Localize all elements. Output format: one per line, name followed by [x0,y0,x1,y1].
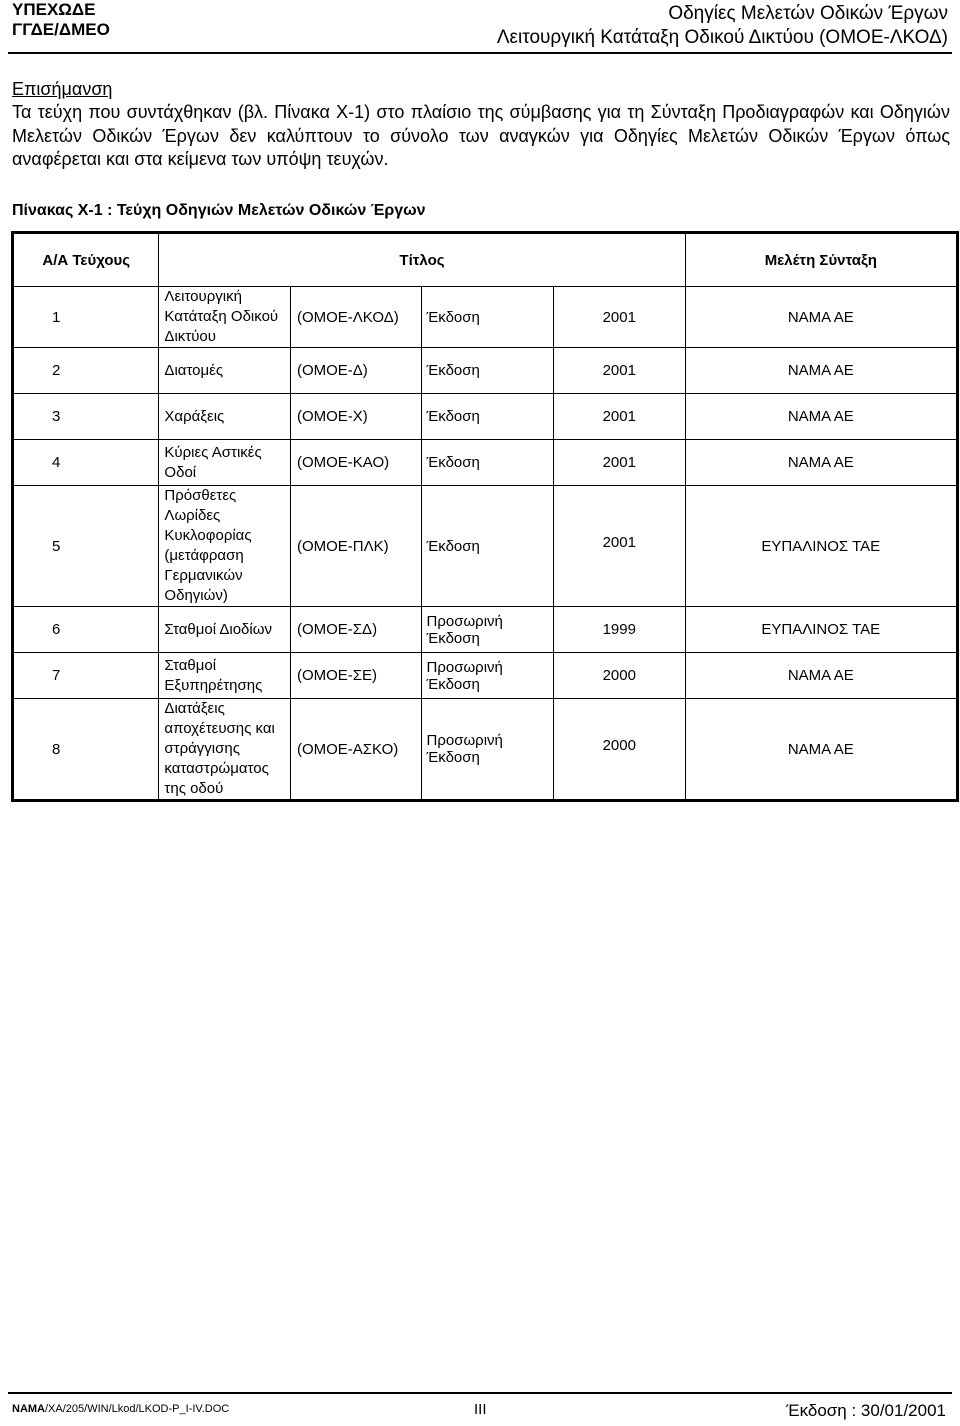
row-year: 2001 [554,287,686,348]
row-no: 3 [13,394,159,440]
footer-divider [8,1392,952,1394]
row-year: 2001 [554,486,686,607]
row-no: 7 [13,653,159,699]
row-title: Χαράξεις [159,394,291,440]
row-author: ΝΑΜΑ ΑΕ [685,653,957,699]
row-no: 5 [13,486,159,607]
row-edition: Προσωρινή Έκδοση [422,607,554,653]
header-organization [12,0,110,40]
row-no: 2 [13,348,159,394]
row-code: (ΟΜΟΕ-ΛΚΟΔ) [290,287,422,348]
row-edition: Έκδοση [422,486,554,607]
row-year: 2001 [554,394,686,440]
row-year: 2000 [554,653,686,699]
row-edition: Προσωρινή Έκδοση [422,699,554,801]
footer-file-rest: /ΧΑ/205/WIN/Lkod/LKOD-P_I-IV.DOC [45,1403,230,1415]
note-body: Τα τεύχη που συντάχθηκαν (βλ. Πίνακα Χ-1) στο πλαίσιο της σύμβασης για τη Σύνταξη Προδιαγραφών και Οδηγιών Μελετών Οδικών Έργων δεν καλύπτουν το σύνολο των αναγκών για Οδηγίες Μελετών Οδικών Έργων όπως αναφέρεται και στα κείμενα των υπόψη τευχών. [12,102,950,169]
row-edition: Έκδοση [422,440,554,486]
table-row [13,394,958,440]
row-no: 4 [13,440,159,486]
publications-table [11,231,959,802]
org-line-2: ΓΓΔΕ/ΔΜΕΟ [12,20,110,39]
header-document-title [497,2,948,50]
header-no: Α/Α Τεύχους [13,233,159,287]
row-no: 8 [13,699,159,801]
header-title: Τίτλος [159,233,685,287]
header-author: Μελέτη Σύνταξη [685,233,957,287]
row-code: (ΟΜΟΕ-ΣΕ) [290,653,422,699]
table-row [13,440,958,486]
row-edition: Έκδοση [422,394,554,440]
row-author: ΝΑΜΑ ΑΕ [685,348,957,394]
doc-subtitle: Λειτουργική Κατάταξη Οδικού Δικτύου (ΟΜΟΕ-ΛΚΟΔ) [496,27,948,48]
table-row [13,653,958,699]
row-code: (ΟΜΟΕ-Χ) [290,394,422,440]
row-code: (ΟΜΟΕ-ΑΣΚΟ) [290,699,422,801]
row-code: (ΟΜΟΕ-Δ) [290,348,422,394]
header-divider [8,52,952,54]
row-author: ΝΑΜΑ ΑΕ [685,699,957,801]
row-edition: Προσωρινή Έκδοση [422,653,554,699]
row-code: (ΟΜΟΕ-ΠΛΚ) [290,486,422,607]
row-year: 2001 [554,348,686,394]
row-title: Σταθμοί Εξυπηρέτησης [159,653,291,699]
row-author: ΕΥΠΑΛΙΝΟΣ ΤΑΕ [685,607,957,653]
row-year: 2001 [554,440,686,486]
row-title: Πρόσθετες Λωρίδες Κυκλοφορίας (μετάφραση Γερμανικών Οδηγιών) [159,486,291,607]
footer-file-path [12,1403,229,1415]
row-title: Διατάξεις αποχέτευσης και στράγγισης καταστρώματος της οδού [159,699,291,801]
row-author: ΝΑΜΑ ΑΕ [685,440,957,486]
row-edition: Έκδοση [422,348,554,394]
row-author: ΝΑΜΑ ΑΕ [685,394,957,440]
footer-file-bold: ΝΑΜΑ [12,1403,45,1415]
row-title: Διατομές [159,348,291,394]
table-header-row [13,233,958,287]
row-year: 1999 [554,607,686,653]
table-caption: Πίνακας Χ-1 : Τεύχη Οδηγιών Μελετών Οδικών Έργων [12,202,426,219]
row-code: (ΟΜΟΕ-ΚΑΟ) [290,440,422,486]
table-row [13,607,958,653]
row-author: ΝΑΜΑ ΑΕ [685,287,957,348]
doc-title: Οδηγίες Μελετών Οδικών Έργων [668,3,948,24]
row-title: Κύριες Αστικές Οδοί [159,440,291,486]
footer-page-number: III [474,1401,487,1418]
org-line-1: ΥΠΕΧΩΔΕ [12,0,96,19]
table-row [13,287,958,348]
note-title: Επισήμανση [12,79,113,99]
row-year: 2000 [554,699,686,801]
footer-edition-date: Έκδοση : 30/01/2001 [786,1401,946,1420]
table-row [13,348,958,394]
row-author: ΕΥΠΑΛΙΝΟΣ ΤΑΕ [685,486,957,607]
row-edition: Έκδοση [422,287,554,348]
row-no: 6 [13,607,159,653]
row-code: (ΟΜΟΕ-ΣΔ) [290,607,422,653]
row-title: Σταθμοί Διοδίων [159,607,291,653]
row-title: Λειτουργική Κατάταξη Οδικού Δικτύου [159,287,291,348]
table-row [13,699,958,801]
row-no: 1 [13,287,159,348]
table-row [13,486,958,607]
